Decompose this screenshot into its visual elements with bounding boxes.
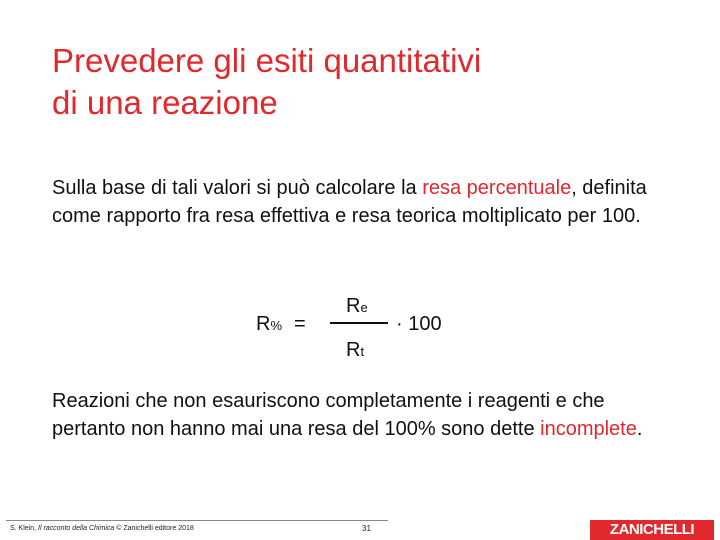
formula-numerator-subscript: e <box>360 300 368 315</box>
title-line-2: di una reazione <box>52 84 278 121</box>
fraction-bar <box>330 322 388 324</box>
title-line-1: Prevedere gli esiti quantitativi <box>52 42 482 79</box>
slide-title <box>52 40 692 124</box>
formula-equals: = <box>294 313 306 335</box>
page-number: 31 <box>362 524 371 533</box>
incomplete-term: incomplete <box>540 418 637 440</box>
formula-lhs: R% <box>256 313 283 335</box>
intro-paragraph <box>52 174 672 230</box>
formula-denominator-subscript: t <box>360 344 365 359</box>
intro-text-end: , definita come rapporto fra resa effettiva e resa teorica moltiplicato per 100. <box>52 177 647 227</box>
footer-credit: S. Klein, Il racconto della Chimica © Zanichelli editore 2018 <box>10 525 194 532</box>
formula-lhs-subscript: % <box>270 318 283 333</box>
formula-multiplier: · 100 <box>396 313 442 335</box>
formula-denominator: Rt <box>346 339 365 361</box>
resa-percentuale-term: resa percentuale <box>422 177 572 199</box>
incomplete-paragraph <box>52 387 672 443</box>
footer-book-title: Il racconto della Chimica <box>38 525 115 532</box>
zanichelli-logo: ZANICHELLI <box>590 520 714 540</box>
formula-numerator: Re <box>346 295 368 317</box>
incomplete-text-end: . <box>636 418 643 440</box>
incomplete-text: Reazioni che non esauriscono completamente i reagenti e che pertanto non hanno mai una resa del 100% sono dette <box>52 390 605 440</box>
footer-divider <box>6 520 388 521</box>
intro-text: Sulla base di tali valori si può calcolare la <box>52 177 423 199</box>
